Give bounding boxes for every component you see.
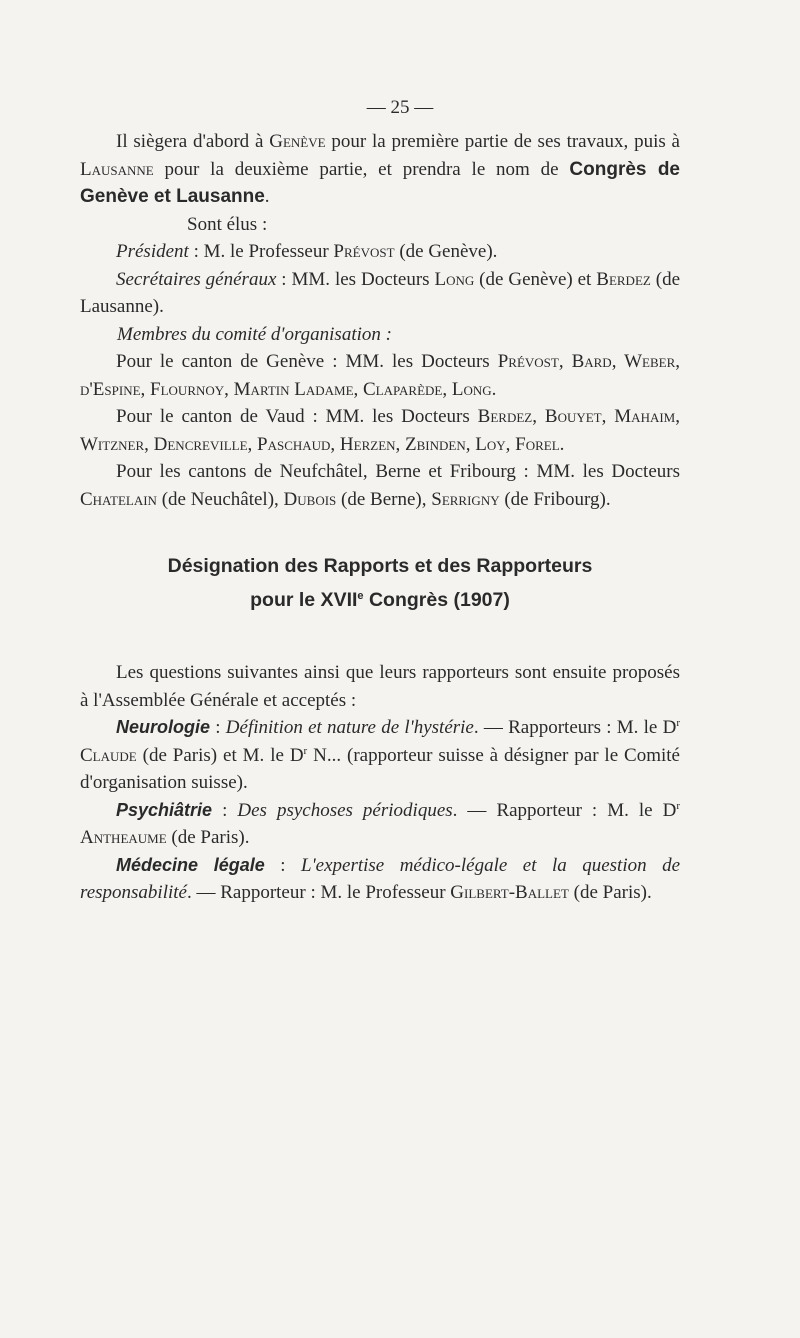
secretaries-line: Secrétaires généraux : MM. les Docteurs Long (de Genève) et Berdez (de Lausanne).: [80, 268, 681, 317]
medecine-legale-entry: Médecine légale : L'expertise médico-légale et la question de responsabilité. — Rapporteur : M. le Professeur Gilbert-Ballet (de Paris).: [80, 854, 681, 903]
other-cantons-members: Pour les cantons de Neufchâtel, Berne et Fribourg : MM. les Docteurs Chatelain (de Neuchâtel), Dubois (de Berne), Serrigny (de Fribourg).: [80, 461, 680, 510]
vaud-members: Pour le canton de Vaud : MM. les Docteurs Berdez, Bouyet, Mahaim, Witzner, Dencreville, Paschaud, Herzen, Zbinden, Loy, Forel.: [80, 406, 680, 455]
neurologie-label: Neurologie: [116, 717, 211, 737]
page-number: — 25 —: [366, 97, 434, 118]
paragraph-congress-location: Il siègera d'abord à Genève pour la première partie de ses travaux, puis à Lausanne pour la deuxième partie, et prendra le nom de Congrès de Genève et Lausanne.: [80, 131, 680, 207]
section-heading: [80, 549, 680, 617]
geneva-members: Pour le canton de Genève : MM. les Docteurs Prévost, Bard, Weber, d'Espine, Flournoy, Martin Ladame, Claparède, Long.: [80, 351, 681, 400]
elected-intro: Sont élus :: [187, 213, 268, 235]
congress-name: Congrès de Genève et Lausanne: [80, 158, 680, 207]
psychiatrie-entry: Psychiâtrie : Des psychoses périodiques. — Rapporteur : M. le $D^r$ Antheaume (de Paris).: [80, 799, 680, 848]
medecine-legale-label: Médecine légale: [116, 854, 265, 875]
president-line: Président : M. le Professeur Prévost (de Genève).: [116, 241, 498, 262]
committee-heading: Membres du comité d'organisation :: [117, 323, 392, 345]
questions-intro: Les questions suivantes ainsi que leurs rapporteurs sont ensuite proposés à l'Assemblée Générale et acceptés :: [80, 662, 680, 711]
city-geneve: Genève: [269, 131, 326, 152]
psychiatrie-label: Psychiâtrie: [116, 799, 213, 820]
secretaries-label: Secrétaires généraux: [116, 268, 277, 290]
section-heading-line2: pour le XVIIe Congrès (1907): [250, 589, 510, 611]
neurologie-entry: Neurologie : Définition et nature de l'hystérie. — Rapporteurs : M. le $D^r$ Claude (de Paris) et M. le $D^r$ N... (rapporteur suisse à désigner par le Comité d'organisation suisse).: [80, 717, 680, 793]
president-label: Président: [116, 241, 189, 262]
section-heading-line1: Désignation des Rapports et des Rapporteurs: [167, 555, 593, 577]
city-lausanne: Lausanne: [80, 158, 154, 180]
